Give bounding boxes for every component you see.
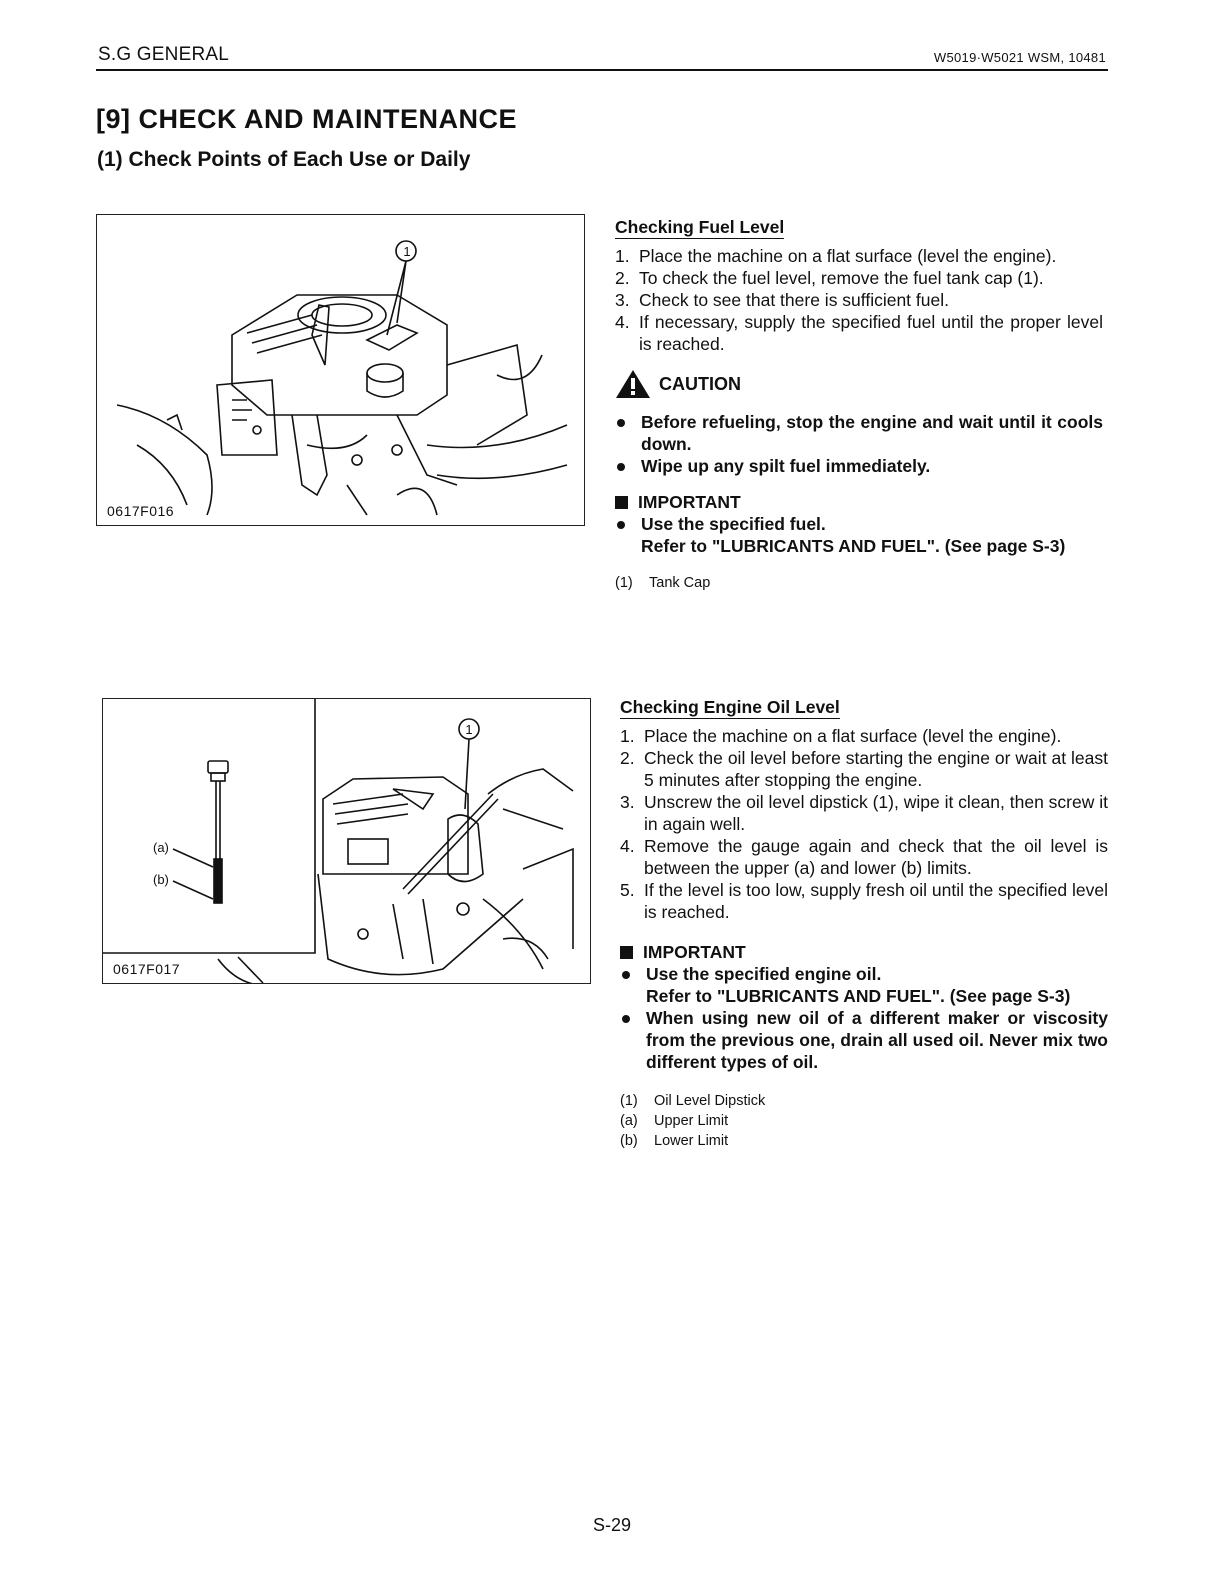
square-bullet-icon [615, 496, 628, 509]
engine-fuel-illustration [97, 215, 584, 525]
oil-step [620, 791, 1108, 835]
page-number: S-29 [592, 1515, 632, 1535]
legend-row [620, 1131, 1108, 1151]
bullet-icon [617, 463, 625, 471]
step-number: 2. [620, 748, 635, 768]
oil-step [620, 835, 1108, 879]
caution-heading [615, 369, 1103, 399]
step-text: To check the fuel level, remove the fuel tank cap (1). [639, 268, 1044, 288]
step-text: Unscrew the oil level dipstick (1), wipe it clean, then screw it in again well. [644, 792, 1108, 834]
label-a-text: (a) [153, 840, 169, 855]
important-heading [620, 941, 1108, 963]
callout-1-text: 1 [403, 244, 411, 259]
bullet-icon [617, 521, 625, 529]
caution-text: Before refueling, stop the engine and wait until it cools down. [641, 412, 1103, 454]
section-subtitle: (1) Check Points of Each Use or Daily [97, 148, 471, 171]
important-item [620, 963, 1108, 1007]
oil-steps [620, 725, 1108, 923]
important-item [620, 1007, 1108, 1073]
legend-value: Lower Limit [654, 1133, 729, 1149]
figure-code: 0617F016 [107, 503, 175, 519]
header-doc-ref: W5019·W5021 WSM, 10481 [933, 50, 1106, 65]
step-text: Place the machine on a flat surface (level the engine). [639, 246, 1057, 266]
oil-important-list [620, 963, 1108, 1073]
bullet-icon [622, 1015, 630, 1023]
legend-row [620, 1091, 1108, 1111]
step-text: Place the machine on a flat surface (level the engine). [644, 726, 1062, 746]
callout-1-text: 1 [465, 722, 473, 737]
important-line1: When using new oil of a different maker or viscosity from the previous one, drain all used oil. Never mix two different types of oil. [646, 1008, 1108, 1072]
figure-code: 0617F017 [113, 961, 181, 977]
important-label: IMPORTANT [643, 942, 746, 962]
step-number: 3. [620, 792, 635, 812]
caution-list [615, 411, 1103, 477]
oil-heading: Checking Engine Oil Level [620, 697, 840, 717]
caution-item [615, 455, 1103, 477]
legend-row [620, 1111, 1108, 1131]
fuel-step [615, 289, 1103, 311]
oil-step [620, 747, 1108, 791]
oil-step [620, 725, 1108, 747]
caution-label: CAUTION [659, 374, 741, 394]
oil-section [620, 696, 1108, 1151]
bullet-icon [622, 971, 630, 979]
legend-value: Upper Limit [654, 1113, 729, 1129]
warning-triangle-icon [615, 369, 651, 399]
figure-fuel-tank [96, 214, 585, 526]
header-rule [96, 69, 1108, 71]
oil-step [620, 879, 1108, 923]
fuel-legend [615, 573, 1103, 593]
oil-legend [620, 1091, 1108, 1151]
step-number: 4. [620, 836, 635, 856]
fuel-heading: Checking Fuel Level [615, 217, 785, 237]
fuel-section [615, 216, 1103, 593]
important-item [615, 513, 1103, 557]
caution-item [615, 411, 1103, 455]
important-line1: Use the specified fuel. [641, 514, 826, 534]
important-line2: Refer to "LUBRICANTS AND FUEL". (See page S-3) [646, 986, 1071, 1006]
fuel-important-list [615, 513, 1103, 557]
important-line2: Refer to "LUBRICANTS AND FUEL". (See page S-3) [641, 536, 1066, 556]
step-text: Check to see that there is sufficient fuel. [639, 290, 949, 310]
step-text: Check the oil level before starting the engine or wait at least 5 minutes after stopping the engine. [644, 748, 1108, 790]
step-number: 3. [615, 290, 630, 310]
important-heading [615, 491, 1103, 513]
section-title: [9] CHECK AND MAINTENANCE [96, 104, 517, 134]
step-text: If necessary, supply the specified fuel until the proper level is reached. [639, 312, 1103, 354]
fuel-steps [615, 245, 1103, 355]
legend-value: Oil Level Dipstick [654, 1093, 766, 1109]
step-number: 2. [615, 268, 630, 288]
header-section: S.G GENERAL [98, 44, 230, 65]
bullet-icon [617, 419, 625, 427]
important-line1: Use the specified engine oil. [646, 964, 882, 984]
step-number: 1. [615, 246, 630, 266]
fuel-step [615, 267, 1103, 289]
fuel-step [615, 311, 1103, 355]
engine-oil-illustration [103, 699, 590, 983]
fuel-step [615, 245, 1103, 267]
step-number: 4. [615, 312, 630, 332]
step-text: Remove the gauge again and check that the oil level is between the upper (a) and lower (b) limits. [644, 836, 1108, 878]
legend-row [615, 573, 1103, 593]
label-b-text: (b) [153, 872, 169, 887]
legend-value: Tank Cap [649, 575, 711, 591]
step-number: 1. [620, 726, 635, 746]
step-number: 5. [620, 880, 635, 900]
important-label: IMPORTANT [638, 492, 741, 512]
legend-key: (1) [615, 575, 633, 591]
square-bullet-icon [620, 946, 633, 959]
caution-text: Wipe up any spilt fuel immediately. [641, 456, 931, 476]
legend-key: (b) [620, 1133, 638, 1149]
step-text: If the level is too low, supply fresh oil until the specified level is reached. [644, 880, 1108, 922]
legend-key: (1) [620, 1093, 638, 1109]
figure-oil-dipstick [102, 698, 591, 984]
legend-key: (a) [620, 1113, 638, 1129]
